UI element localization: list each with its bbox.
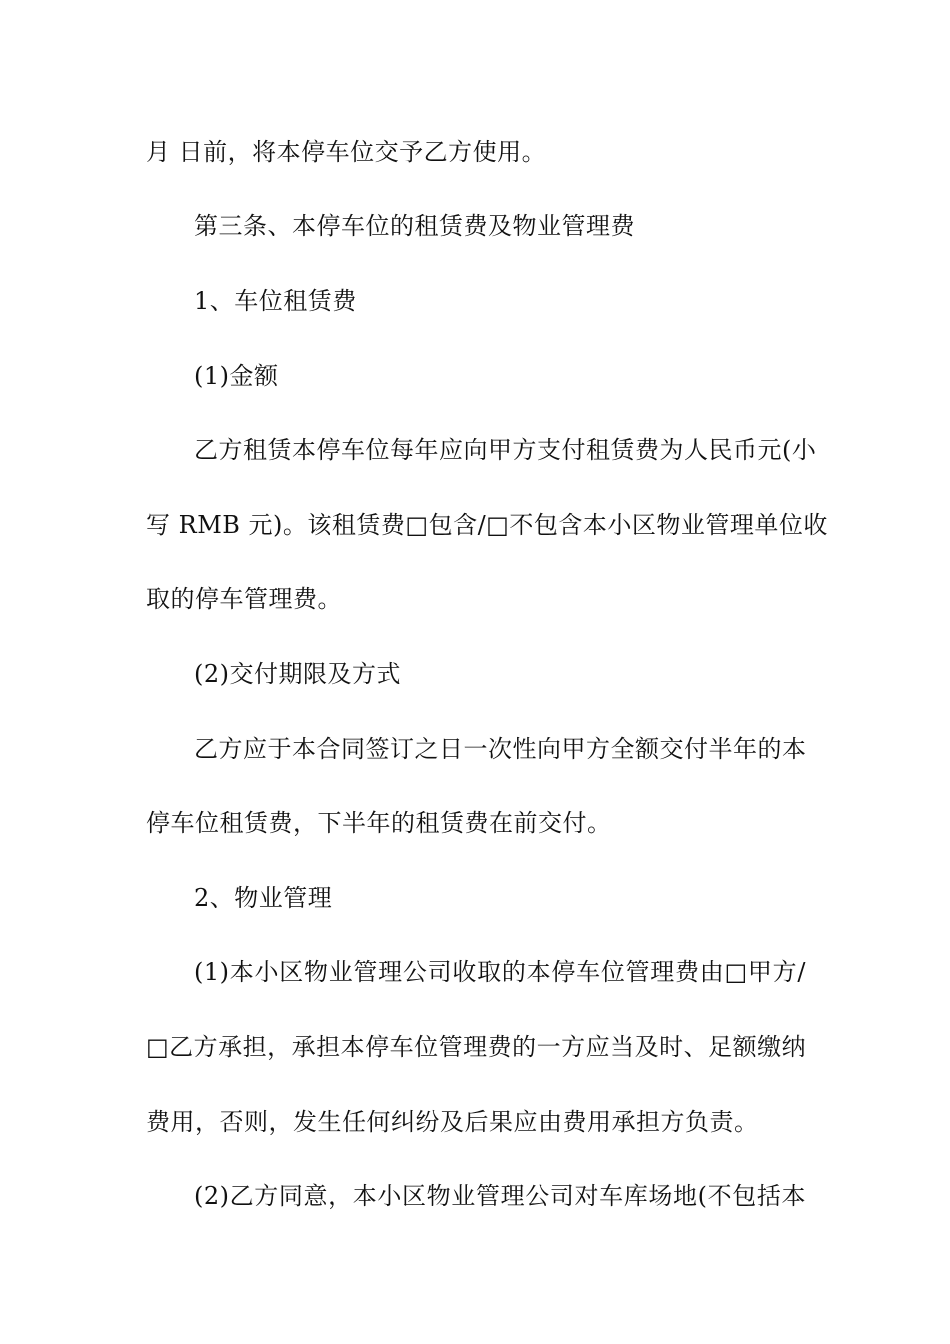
paragraph-line: 乙方租赁本停车位每年应向甲方支付租赁费为人民币元(小 xyxy=(194,436,817,464)
subsection-heading: 1、车位租赁费 xyxy=(194,287,357,315)
paragraph-line: 取的停车管理费。 xyxy=(146,585,342,613)
paragraph-line: (1)本小区物业管理公司收取的本停车位管理费由□甲方/ xyxy=(194,958,806,986)
paragraph-line: 乙方应于本合同签订之日一次性向甲方全额交付半年的本 xyxy=(194,735,807,763)
item-heading: (2)交付期限及方式 xyxy=(194,660,401,688)
paragraph-line: □乙方承担，承担本停车位管理费的一方应当及时、足额缴纳 xyxy=(146,1033,807,1061)
paragraph-line: 写 RMB 元)。该租赁费□包含/□不包含本小区物业管理单位收 xyxy=(146,511,828,539)
paragraph-line: (2)乙方同意，本小区物业管理公司对车库场地(不包括本 xyxy=(194,1182,806,1210)
section-heading: 第三条、本停车位的租赁费及物业管理费 xyxy=(194,212,635,240)
subsection-heading: 2、物业管理 xyxy=(194,884,333,912)
paragraph-line: 月 日前，将本停车位交予乙方使用。 xyxy=(146,138,547,166)
paragraph-line: 停车位租赁费，下半年的租赁费在前交付。 xyxy=(146,809,612,837)
item-heading: (1)金额 xyxy=(194,362,279,390)
paragraph-line: 费用，否则，发生任何纠纷及后果应由费用承担方负责。 xyxy=(146,1108,759,1136)
